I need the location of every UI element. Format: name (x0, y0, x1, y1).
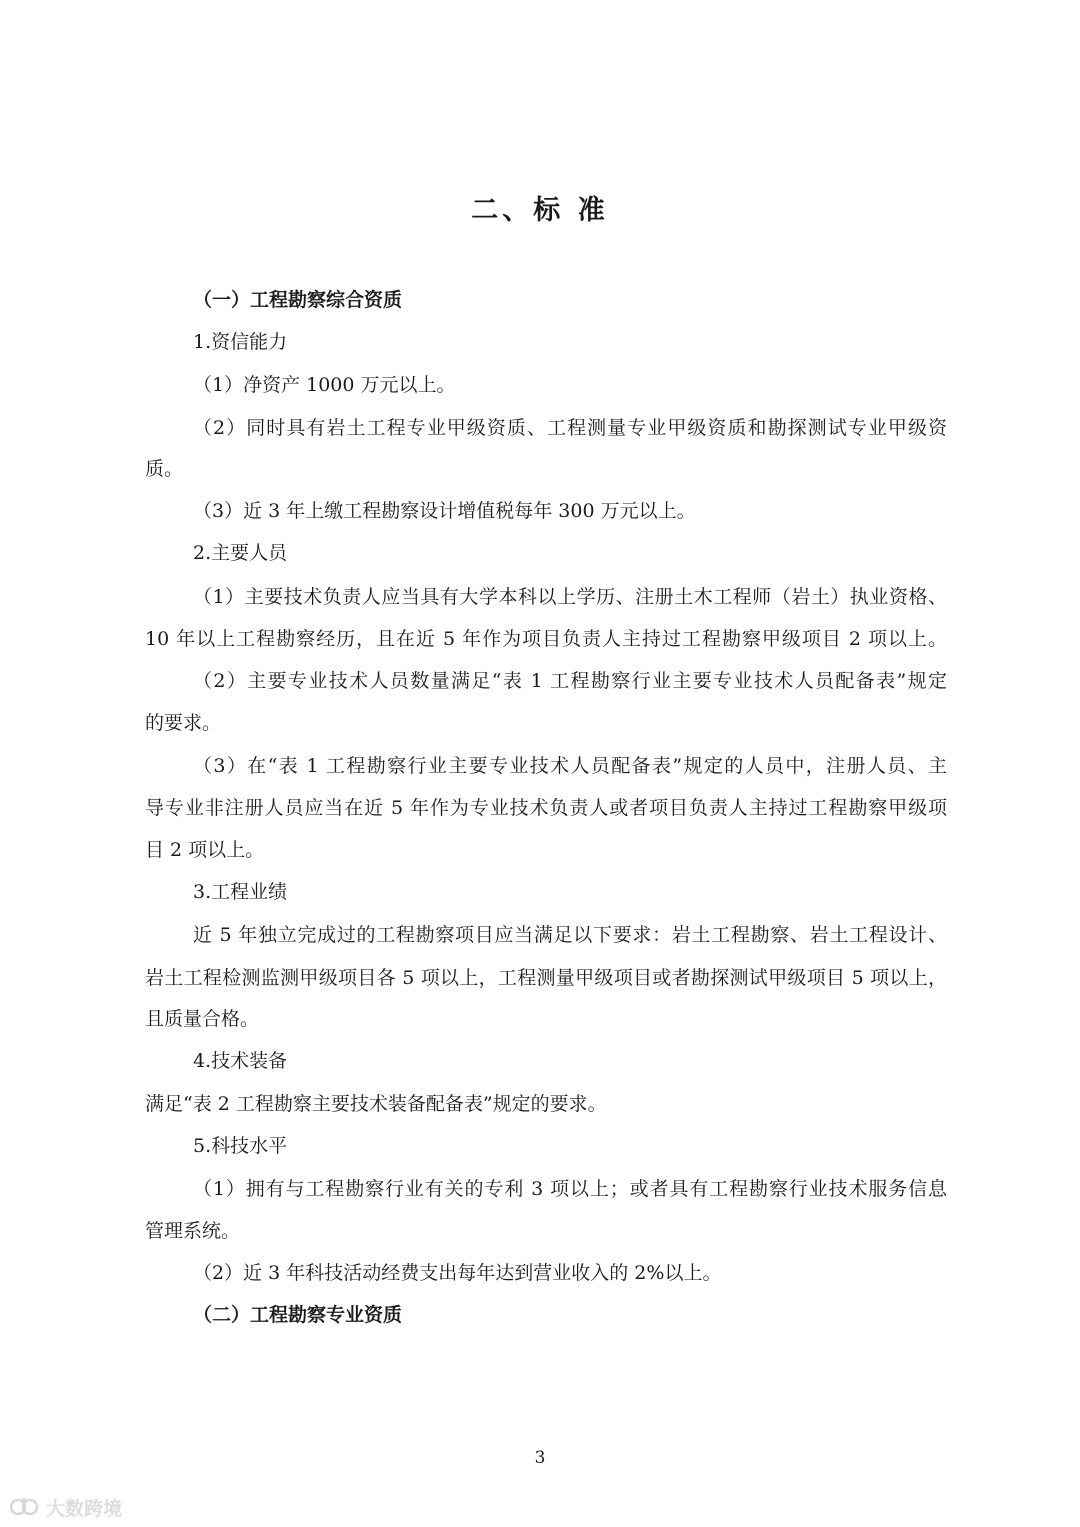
paragraph-line: （1）净资产 1000 万元以上。 (193, 374, 456, 396)
paragraph-line: 目 2 项以上。 (145, 839, 265, 861)
paragraph-line: 的要求。 (145, 712, 222, 734)
paragraph-line: 岩土工程检测监测甲级项目各 5 项以上，工程测量甲级项目或者勘探测试甲级项目 5 项以上， (145, 967, 947, 989)
page-number: 3 (534, 1448, 546, 1468)
paragraph-line: （2）同时具有岩土工程专业甲级资质、工程测量专业甲级资质和勘探测试专业甲级资 (193, 417, 947, 439)
item-heading: 2.主要人员 (193, 542, 288, 564)
subsection-heading: （一）工程勘察综合资质 (193, 289, 403, 311)
paragraph-line: （2）近 3 年科技活动经费支出每年达到营业收入的 2%以上。 (193, 1262, 722, 1284)
watermark (10, 1493, 122, 1521)
paragraph-line: （1）拥有与工程勘察行业有关的专利 3 项以上；或者具有工程勘察行业技术服务信息 (193, 1178, 947, 1200)
paragraph-line: 且质量合格。 (145, 1008, 260, 1030)
paragraph-line: 满足“表 2 工程勘察主要技术装备配备表”规定的要求。 (145, 1093, 607, 1115)
brand-logo-icon (10, 1496, 40, 1518)
item-heading: 4.技术装备 (193, 1050, 288, 1072)
paragraph-line: 导专业非注册人员应当在近 5 年作为专业技术负责人或者项目负责人主持过工程勘察甲级项 (145, 797, 947, 819)
subsection-heading: （二）工程勘察专业资质 (193, 1304, 403, 1326)
paragraph-line: （2）主要专业技术人员数量满足“表 1 工程勘察行业主要专业技术人员配备表”规定 (193, 670, 947, 692)
paragraph-line: 10 年以上工程勘察经历，且在近 5 年作为项目负责人主持过工程勘察甲级项目 2 项以上。 (145, 628, 947, 650)
item-heading: 5.科技水平 (193, 1135, 288, 1157)
section-title: 二、标 准 (471, 195, 609, 226)
item-heading: 3.工程业绩 (193, 881, 288, 903)
paragraph-line: （3）近 3 年上缴工程勘察设计增值税每年 300 万元以上。 (193, 500, 696, 522)
item-heading: 1.资信能力 (193, 331, 288, 353)
paragraph-line: 近 5 年独立完成过的工程勘察项目应当满足以下要求：岩土工程勘察、岩土工程设计、 (193, 924, 947, 946)
paragraph-line: 质。 (145, 458, 184, 480)
paragraph-line: （3）在“表 1 工程勘察行业主要专业技术人员配备表”规定的人员中，注册人员、主 (193, 755, 947, 777)
paragraph-line: （1）主要技术负责人应当具有大学本科以上学历、注册土木工程师（岩土）执业资格、 (193, 586, 947, 608)
paragraph-line: 管理系统。 (145, 1220, 241, 1242)
watermark-text: 大数跨境 (46, 1497, 123, 1520)
